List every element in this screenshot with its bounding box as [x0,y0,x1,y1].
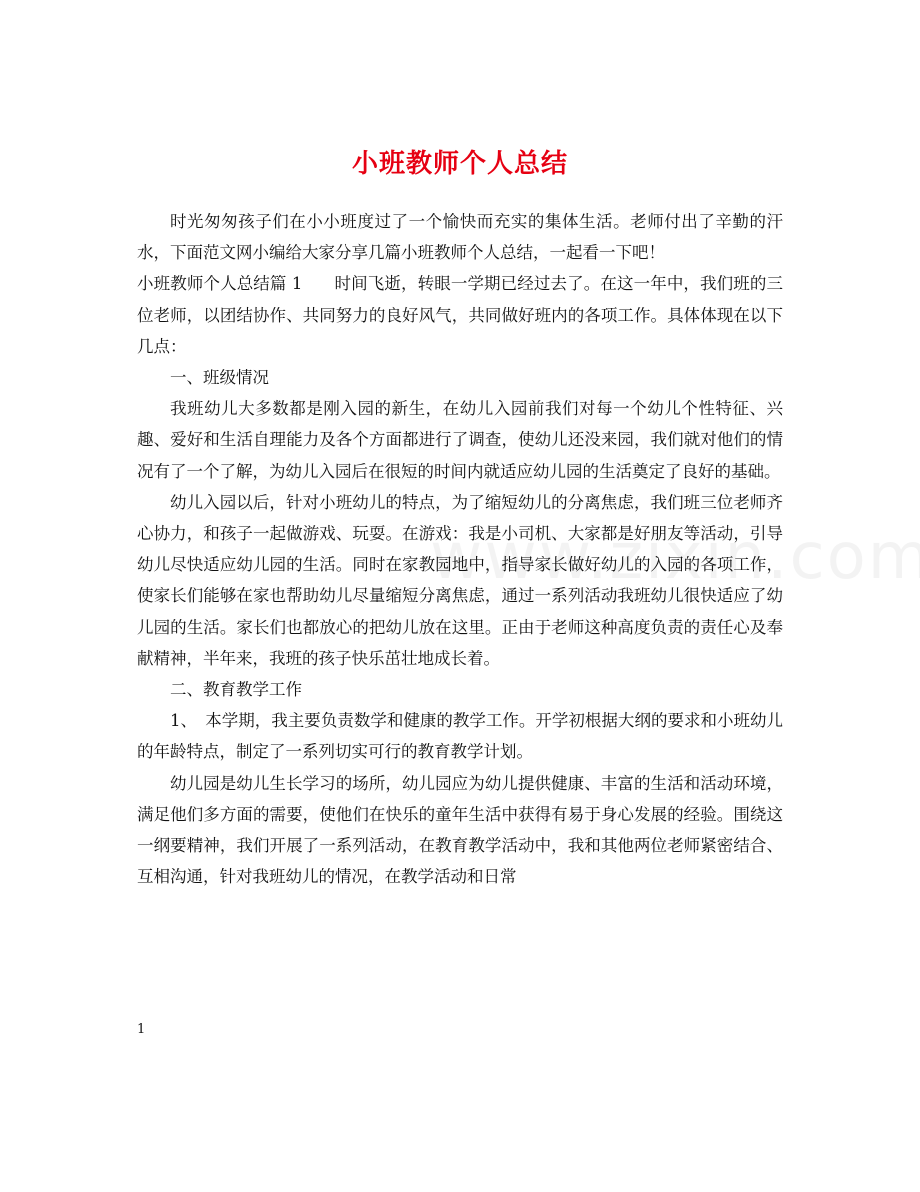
intro-paragraph: 时光匆匆孩子们在小小班度过了一个愉快而充实的集体生活。老师付出了辛勤的汗水，下面范文网小编给大家分享几篇小班教师个人总结，一起看一下吧！ [137,212,783,263]
article-first-paragraph [137,268,783,362]
article-intro-text: 时间飞逝，转眼一学期已经过去了。在这一年中，我们班的三位老师，以团结协作、共同努力的良好风气，共同做好班内的各项工作。具体体现在以下几点： [137,274,784,356]
article-heading: 小班教师个人总结篇 1 [137,274,303,294]
section-1-paragraph-2: 幼儿入园以后，针对小班幼儿的特点，为了缩短幼儿的分离焦虑，我们班三位老师齐心协力，和孩子一起做游戏、玩耍。在游戏：我是小司机、大家都是好朋友等活动，引导幼儿尽快适应幼儿园的生活。同时在家教园地中，指导家长做好幼儿的入园的各项工作，使家长们能够在家也帮助幼儿尽量缩短分离焦虑，通过一系列活动我班幼儿很快适应了幼儿园的生活。家长们也都放心的把幼儿放在这里。正由于老师这种高度负责的责任心及奉献精神，半年来，我班的孩子快乐茁壮地成长着。 [137,492,783,668]
section-2-paragraph-1: 1、 本学期，我主要负责数学和健康的教学工作。开学初根据大纲的要求和小班幼儿的年龄特点，制定了一系列切实可行的教育教学计划。 [137,711,783,762]
section-heading-class-situation: 一、班级情况 [170,368,269,388]
document-body [137,206,783,892]
page-number: 1 [137,1022,146,1037]
document-title: 小班教师个人总结 [351,149,568,180]
section-1-paragraph-1: 我班幼儿大多数都是刚入园的新生，在幼儿入园前我们对每一个幼儿个性特征、兴趣、爱好和生活自理能力及各个方面都进行了调查，使幼儿还没来园，我们就对他们的情况有了一个了解，为幼儿入园后在很短的时间内就适应幼儿园的生活奠定了良好的基础。 [137,399,783,481]
section-2-paragraph-2: 幼儿园是幼儿生长学习的场所，幼儿园应为幼儿提供健康、丰富的生活和活动环境，满足他们多方面的需要，使他们在快乐的童年生活中获得有易于身心发展的经验。围绕这一纲要精神，我们开展了一系列活动，在教育教学活动中，我和其他两位老师紧密结合、互相沟通，针对我班幼儿的情况，在教学活动和日常 [137,773,783,887]
section-heading-teaching-work: 二、教育教学工作 [170,680,302,700]
